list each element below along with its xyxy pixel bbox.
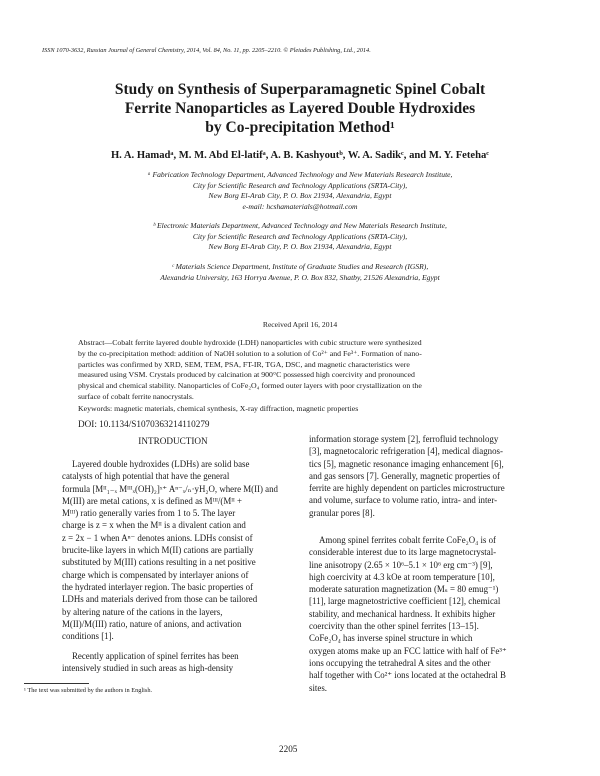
abstract-line: measured using VSM. Crystals produced by calcination at 900°C possessed high coercivity and pronounced [78, 370, 415, 380]
title-line: by Co-precipitation Method¹ [205, 119, 395, 136]
text-line: high coercivity at 4.3 kOe at room temperature [10], [309, 571, 495, 582]
abstract-line: by the co-precipitation method: addition of NaOH solution to a solution of Co²⁺ and Fe³⁺. Formation of nano- [78, 348, 422, 358]
abstract-line: surface of cobalt ferrite nanocrystals. [78, 391, 194, 401]
affiliation-line: City for Scientific Research and Technology Applications (SRTA-City), [192, 180, 408, 190]
email-link[interactable]: e-mail: hcshamaterials@hotmail.com [242, 201, 358, 211]
text-line: stability, and mechanical hardness. It exhibits higher [309, 608, 496, 619]
text-line: information storage system [2], ferrofluid technology [309, 434, 499, 444]
text-line: oxygen atoms make up an FCC lattice with half of Fe³⁺ [309, 645, 507, 656]
received-date: Received April 16, 2014 [262, 320, 338, 329]
abstract-line: particles was confirmed by XRD, SEM, TEM, PSA, FT-IR, TGA, DSC, and magnetic characteristics were [78, 359, 410, 369]
text-line: z = 2x − 1 when Aⁿ⁻ denotes anions. LDHs consist of [62, 532, 253, 543]
text-line: Mᴵᴵᴵ) ratio generally varies from 1 to 5. The layer [62, 508, 236, 519]
text-line: formula [Mᴵᴵ₁₋ₓ Mᴵᴵᴵₓ(OH)₂]ˣ⁺ Aⁿ⁻ₓ/ₙ·yH₂O, where M(II) and [62, 483, 278, 494]
text-line: LDHs and materials derived from those can be tailored [62, 594, 258, 605]
section-heading-introduction: INTRODUCTION [138, 436, 208, 446]
text-line: considerable interest due to its large magnetocrystal- [309, 547, 497, 558]
intro-paragraph-3 [309, 433, 539, 519]
author-list: H. A. Hamadᵃ, M. M. Abd El-latifᵃ, A. B. Kashyoutᵇ, W. A. Sadikᶜ, and M. Y. Fetehaᶜ [110, 150, 490, 161]
affiliation-line: New Borg El-Arab City, P. O. Box 21934, Alexandria, Egypt [208, 242, 392, 252]
abstract-line: Abstract—Cobalt ferrite layered double hydroxide (LDH) nanoparticles with cubic structure were synthesized [78, 338, 422, 347]
text-line: Recently application of spinel ferrites has been [72, 651, 239, 661]
text-line: half together with Co²⁺ ions located at the octahedral B [309, 670, 506, 681]
text-line: M(II)/M(III) ratio, nature of anions, and activation [62, 618, 242, 629]
text-line: ferrite are highly dependent on particles microstructure [309, 483, 505, 494]
affiliation-line: ᵇ Electronic Materials Department, Advanced Technology and New Materials Research Institute, [153, 221, 447, 230]
text-line: coercivity than the other spinel ferrites [13–15]. [309, 621, 479, 632]
intro-paragraph-2 [62, 650, 290, 675]
title-line: Ferrite Nanoparticles as Layered Double Hydroxides [124, 100, 476, 117]
footnote: ¹ The text was submitted by the authors in English. [24, 687, 153, 694]
keywords: Keywords: magnetic materials, chemical synthesis, X-ray diffraction, magnetic properties [78, 404, 359, 413]
affiliation-a [60, 170, 540, 212]
affiliation-b [60, 221, 540, 253]
text-line: line anisotropy (2.65 × 10⁶–5.1 × 10⁶ erg cm⁻³) [9], [309, 559, 493, 570]
text-line: [11], large magnetostrictive coefficient [12], chemical [309, 596, 501, 607]
affiliation-line: New Borg El-Arab City, P. O. Box 21934, Alexandria, Egypt [208, 191, 392, 201]
text-line: M(III) are metal cations, x is defined as Mᴵᴵᴵ/(Mᴵᴵ + [62, 495, 242, 506]
text-line: Among spinel ferrites cobalt ferrite CoFe₂O₄ is of [319, 535, 496, 545]
text-line: intensively studied in such areas as high-density [62, 663, 234, 674]
title-line: Study on Synthesis of Superparamagnetic Spinel Cobalt [114, 81, 486, 98]
text-line: [3], magnetocaloric refrigeration [4], medical diagnos- [309, 446, 503, 457]
text-line: sites. [309, 682, 327, 693]
intro-paragraph-4 [309, 534, 539, 694]
abstract-line: physical and chemical stability. Nanoparticles of CoFe₂O₄ formed outer layers with poor crystallization on the [78, 381, 422, 391]
text-line: moderate saturation magnetization (Mₛ = 80 emug⁻¹) [309, 584, 499, 595]
page-number: 2205 [279, 744, 298, 754]
text-line: and gas sensors [7]. Generally, magnetic properties of [309, 470, 500, 481]
doi-link[interactable]: DOI: 10.1134/S1070363214110279 [78, 419, 210, 429]
abstract [78, 338, 520, 403]
affiliation-c [60, 262, 540, 283]
affiliation-line: ᶜ Materials Science Department, Institute of Graduate Studies and Research (IGSR), [171, 262, 429, 271]
text-line: ions occupying the tetrahedral A sites and the other [309, 657, 491, 668]
intro-paragraph-1 [62, 458, 290, 642]
footnote-divider [24, 683, 89, 684]
text-line: substituted by M(III) cations resulting in a net positive [62, 557, 256, 568]
text-line: and volume, surface to volume ratio, intra- and inter- [309, 495, 498, 506]
text-line: Layered double hydroxides (LDHs) are solid base [72, 459, 250, 469]
text-line: brucite-like layers in which M(II) cations are partially [62, 545, 254, 556]
affiliation-line: City for Scientific Research and Technology Applications (SRTA-City), [192, 231, 408, 241]
affiliation-line: Alexandria University, 163 Horrya Avenue, P. O. Box 832, Shatby, 21526 Alexandria, Egypt [160, 272, 440, 282]
text-line: by altering nature of the cations in the layers, [62, 606, 223, 617]
text-line: conditions [1]. [62, 631, 114, 642]
text-line: the hydrated interlayer region. The basic properties of [62, 581, 254, 592]
text-line: granular pores [8]. [309, 507, 375, 518]
affiliation-line: ᵃ Fabrication Technology Department, Advanced Technology and New Materials Research Institute, [147, 170, 453, 179]
text-line: charge which is compensated by interlayer anions of [62, 569, 249, 580]
text-line: charge is z = x when the Mᴵᴵ is a divalent cation and [62, 520, 246, 531]
journal-header: ISSN 1070-3632, Russian Journal of General Chemistry, 2014, Vol. 84, No. 11, pp. 2205–2210. © Pleiades Publishing, Ltd., 2014. [42, 47, 371, 54]
text-line: catalysts of high potential that have the general [62, 471, 230, 482]
text-line: tics [5], magnetic resonance imaging enhancement [6], [309, 458, 504, 469]
paper-title [60, 80, 540, 137]
text-line: CoFe₂O₄ has inverse spinel structure in which [309, 633, 473, 644]
